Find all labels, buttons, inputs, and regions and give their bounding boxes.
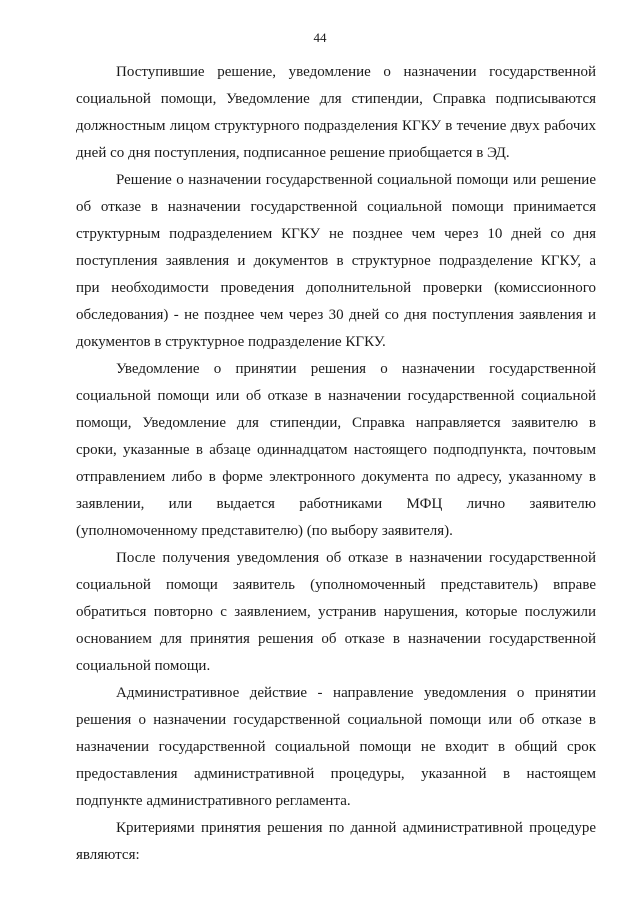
text-line: заявлении, или выдается работниками МФЦ лично заявителю (76, 496, 596, 512)
text-line: отправлением либо в форме электронного документа по адресу, указанному в (76, 469, 596, 485)
text-line: Административное действие - направление уведомления о принятии (116, 685, 596, 701)
text-line: социальной помощи, Уведомление для стипендии, Справка подписываются (76, 91, 596, 107)
text-line: После получения уведомления об отказе в назначении государственной (116, 550, 596, 566)
text-line: социальной помощи заявитель (уполномоченный представитель) вправе (76, 577, 596, 593)
text-line: назначении государственной социальной помощи не входит в общий срок (76, 739, 596, 755)
paragraph-1 (76, 59, 596, 167)
text-line: Уведомление о принятии решения о назначении государственной (116, 361, 596, 377)
paragraph-6 (76, 815, 596, 869)
text-line: подпункте административного регламента. (76, 793, 351, 809)
text-line: (уполномоченному представителю) (по выбору заявителя). (76, 523, 453, 539)
text-line: основанием для принятия решения об отказе в назначении государственной (76, 631, 596, 647)
text-line: Критериями принятия решения по данной административной процедуре (116, 820, 596, 836)
text-line: структурным подразделением КГКУ не позднее чем через 10 дней со дня (76, 226, 596, 242)
text-line: решения о назначении государственной социальной помощи или об отказе в (76, 712, 596, 728)
paragraph-2 (76, 167, 596, 356)
text-line: Поступившие решение, уведомление о назначении государственной (116, 64, 596, 80)
document-body (76, 59, 596, 869)
paragraph-3 (76, 356, 596, 545)
text-line: обратиться повторно с заявлением, устранив нарушения, которые послужили (76, 604, 596, 620)
text-line: являются: (76, 847, 140, 863)
text-line: социальной помощи. (76, 658, 211, 674)
text-line: поступления заявления и документов в структурное подразделение КГКУ, а (76, 253, 596, 269)
text-line: сроки, указанные в абзаце одиннадцатом настоящего подподпункта, почтовым (76, 442, 596, 458)
text-line: обследования) - не позднее чем через 30 дней со дня поступления заявления и (76, 307, 596, 323)
text-line: об отказе в назначении государственной социальной помощи принимается (76, 199, 596, 215)
text-line: должностным лицом структурного подразделения КГКУ в течение двух рабочих (76, 118, 596, 134)
text-line: при необходимости проведения дополнительной проверки (комиссионного (76, 280, 596, 296)
text-line: предоставления административной процедуры, указанной в настоящем (76, 766, 596, 782)
text-line: дней со дня поступления, подписанное решение приобщается в ЭД. (76, 145, 510, 161)
paragraph-5 (76, 680, 596, 815)
paragraph-4 (76, 545, 596, 680)
text-line: помощи, Уведомление для стипендии, Справка направляется заявителю в (76, 415, 596, 431)
text-line: социальной помощи или об отказе в назначении государственной социальной (76, 388, 596, 404)
text-line: документов в структурное подразделение КГКУ. (76, 334, 386, 350)
page-number: 44 (313, 30, 327, 45)
text-line: Решение о назначении государственной социальной помощи или решение (116, 172, 596, 188)
